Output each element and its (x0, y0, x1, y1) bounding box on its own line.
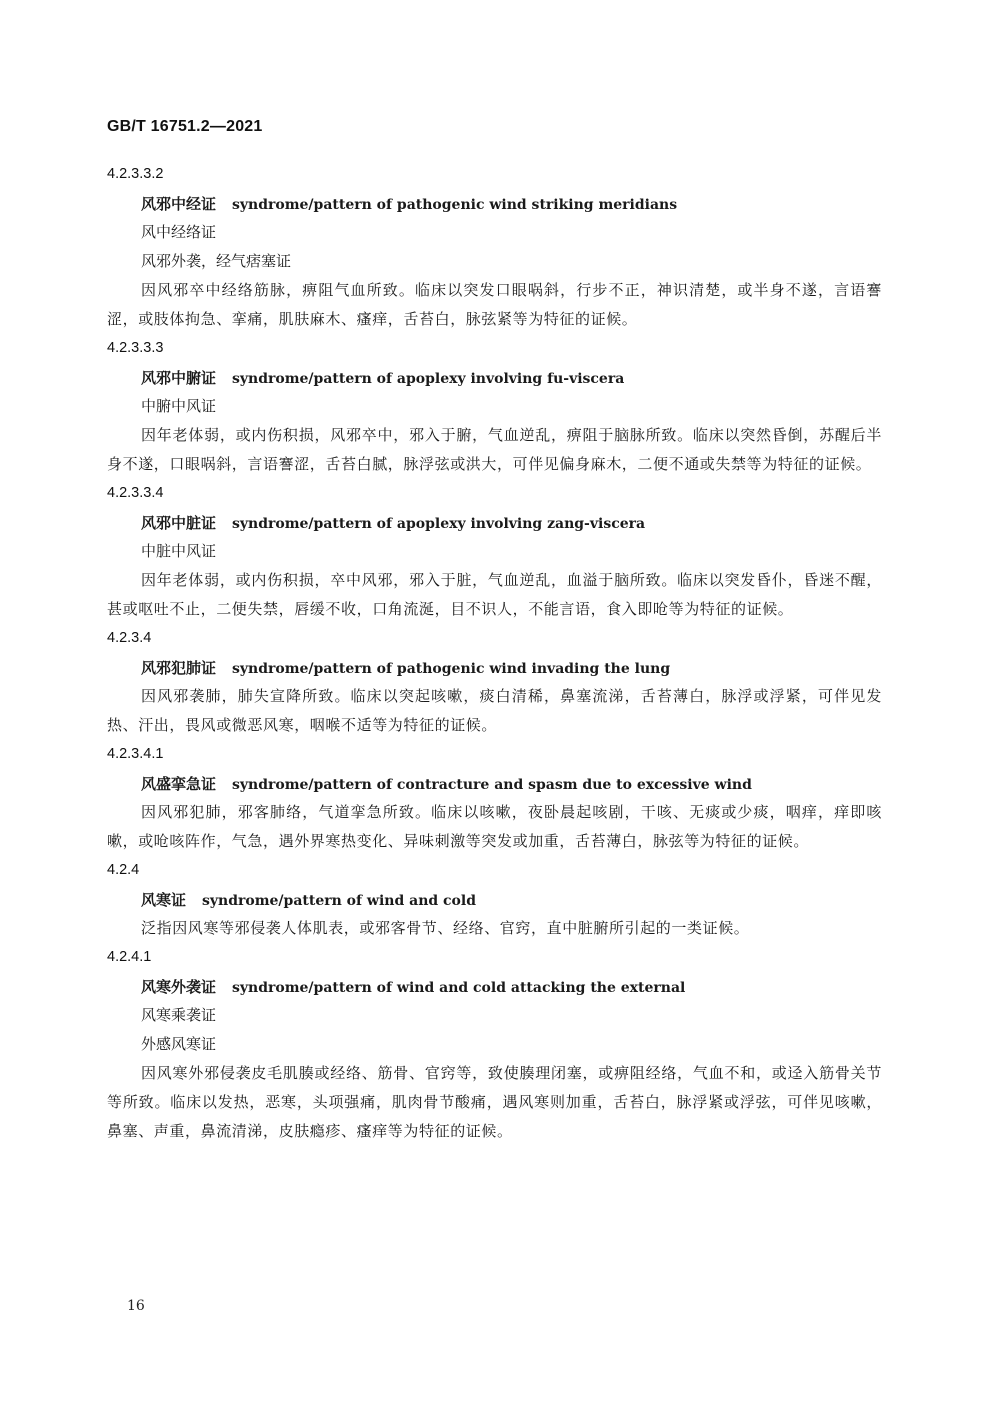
clause-number: 4.2.3.3.3 (107, 340, 164, 356)
clause-number: 4.2.3.4.1 (107, 746, 164, 762)
term-line (107, 363, 882, 392)
term-line (107, 653, 882, 682)
term-chinese: 风盛挛急证 (141, 775, 217, 793)
definition: 因年老体弱，或内伤积损，风邪卒中，邪入于腑，气血逆乱，痹阻于脑脉所致。临床以突然昏倒，苏醒后半身不遂，口眼㖞斜，言语謇涩，舌苔白腻，脉浮弦或洪大，可伴见偏身麻木，二便不通或失禁等为特征的证候。 (107, 426, 882, 473)
entry-4-2-3-3-4 (107, 479, 882, 624)
definition: 泛指因风寒等邪侵袭人体肌表，或邪客骨节、经络、官窍，直中脏腑所引起的一类证候。 (141, 919, 750, 937)
term-chinese: 风邪中脏证 (141, 514, 217, 532)
definition: 因风邪卒中经络筋脉，痹阻气血所致。临床以突发口眼㖞斜，行步不正，神识清楚，或半身不遂，言语謇涩，或肢体拘急、挛痛，肌肤麻木、瘙痒，舌苔白，脉弦紧等为特征的证候。 (107, 281, 882, 328)
standard-code-header: GB/T 16751.2—2021 (107, 118, 263, 135)
synonym: 外感风寒证 (141, 1035, 217, 1053)
term-chinese: 风寒证 (141, 891, 187, 909)
term-chinese: 风邪中腑证 (141, 369, 217, 387)
term-english: syndrome/pattern of apoplexy involving zang-viscera (232, 516, 646, 532)
term-line (107, 508, 882, 537)
clause-number: 4.2.4 (107, 862, 140, 878)
entry-4-2-3-3-2 (107, 160, 882, 334)
page-number: 16 (127, 1298, 145, 1314)
synonym: 中脏中风证 (141, 542, 217, 560)
entry-4-2-4-1 (107, 943, 882, 1146)
clause-number: 4.2.3.4 (107, 630, 152, 646)
term-english: syndrome/pattern of wind and cold (202, 893, 477, 909)
document-body (107, 160, 882, 1146)
entry-4-2-3-4 (107, 624, 882, 740)
synonym: 风中经络证 (141, 223, 217, 241)
definition: 因风邪犯肺，邪客肺络，气道挛急所致。临床以咳嗽，夜卧晨起咳剧，干咳、无痰或少痰，咽痒，痒即咳嗽，或呛咳阵作，气急，遇外界寒热变化、异味刺激等突发或加重，舌苔薄白，脉弦等为特征的证候。 (107, 803, 882, 850)
definition: 因风寒外邪侵袭皮毛肌腠或经络、筋骨、官窍等，致使腠理闭塞，或痹阻经络，气血不和，或迳入筋骨关节等所致。临床以发热，恶寒，头项强痛，肌肉骨节酸痛，遇风寒则加重，舌苔白，脉浮紧或浮弦，可伴见咳嗽，鼻塞、声重，鼻流清涕，皮肤瘾疹、瘙痒等为特征的证候。 (107, 1064, 882, 1140)
definition: 因年老体弱，或内伤积损，卒中风邪，邪入于脏，气血逆乱，血溢于脑所致。临床以突发昏仆，昏迷不醒，甚或呕吐不止，二便失禁，唇缓不收，口角流涎，目不识人，不能言语，食入即呛等为特征的证候。 (107, 571, 882, 618)
entry-4-2-4 (107, 856, 882, 943)
term-line (107, 885, 882, 914)
synonym: 中腑中风证 (141, 397, 217, 415)
definition: 因风邪袭肺，肺失宣降所致。临床以突起咳嗽，痰白清稀，鼻塞流涕，舌苔薄白，脉浮或浮紧，可伴见发热、汗出，畏风或微恶风寒，咽喉不适等为特征的证候。 (107, 687, 882, 734)
entry-4-2-3-4-1 (107, 740, 882, 856)
clause-number: 4.2.4.1 (107, 949, 152, 965)
term-chinese: 风邪中经证 (141, 195, 217, 213)
synonym: 风寒乘袭证 (141, 1006, 217, 1024)
term-english: syndrome/pattern of contracture and spasm due to excessive wind (232, 777, 752, 793)
term-english: syndrome/pattern of pathogenic wind invading the lung (232, 661, 671, 677)
term-english: syndrome/pattern of wind and cold attacking the external (232, 980, 686, 996)
term-chinese: 风寒外袭证 (141, 978, 217, 996)
term-english: syndrome/pattern of pathogenic wind striking meridians (232, 197, 678, 213)
synonym: 风邪外袭，经气痞塞证 (141, 252, 292, 270)
clause-number: 4.2.3.3.4 (107, 485, 164, 501)
clause-number: 4.2.3.3.2 (107, 166, 164, 182)
term-line (107, 972, 882, 1001)
term-line (107, 189, 882, 218)
term-chinese: 风邪犯肺证 (141, 659, 217, 677)
term-english: syndrome/pattern of apoplexy involving fu-viscera (232, 371, 625, 387)
term-line (107, 769, 882, 798)
entry-4-2-3-3-3 (107, 334, 882, 479)
